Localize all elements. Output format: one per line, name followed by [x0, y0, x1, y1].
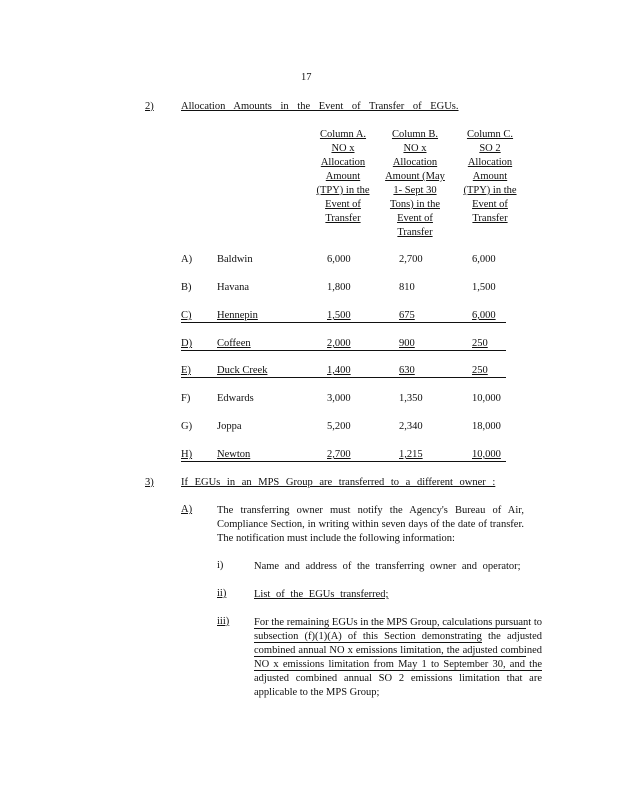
row-underline [181, 461, 506, 462]
column-a-header [310, 128, 376, 226]
item-iii-label: iii) [217, 616, 230, 627]
row-value-c: 250 [472, 338, 488, 349]
column-a-line-6: Event of [325, 199, 361, 210]
row-name: Edwards [217, 393, 254, 404]
row-letter: H) [181, 449, 193, 460]
row-value-c: 18,000 [472, 421, 501, 432]
row-value-b: 2,700 [399, 254, 423, 265]
row-name: Havana [217, 282, 250, 293]
column-b-line-5: 1- Sept 30 [393, 185, 437, 196]
section-2-title: Allocation Amounts in the Event of Transfer of EGUs. [181, 101, 459, 112]
column-c-line-3: Allocation [467, 157, 513, 168]
item-ii-label: ii) [217, 588, 227, 599]
section-3-number: 3) [145, 477, 154, 488]
column-c-line-4: Amount [472, 171, 508, 182]
table-row [0, 393, 618, 407]
row-value-a: 1,400 [327, 365, 351, 376]
row-value-a: 6,000 [327, 254, 351, 265]
column-b-line-8: Transfer [397, 227, 433, 238]
row-value-a: 1,500 [327, 310, 351, 321]
row-letter: A) [181, 254, 193, 265]
row-value-a: 1,800 [327, 282, 351, 293]
row-letter: D) [181, 338, 193, 349]
row-value-c: 250 [472, 365, 488, 376]
row-value-b: 2,340 [399, 421, 423, 432]
row-name: Hennepin [217, 310, 258, 321]
row-letter: E) [181, 365, 191, 376]
column-b-line-3: Allocation [392, 157, 438, 168]
column-b-line-2: NO x [403, 143, 427, 154]
row-value-a: 2,000 [327, 338, 351, 349]
row-value-b: 1,215 [399, 449, 423, 460]
row-value-c: 1,500 [472, 282, 496, 293]
column-b-header [382, 128, 448, 240]
column-a-line-3: Allocation [320, 157, 366, 168]
item-iii-underline-1 [254, 628, 526, 629]
column-c-line-5: (TPY) in the [463, 185, 517, 196]
subsection-a-label: A) [181, 504, 193, 515]
row-name: Duck Creek [217, 365, 268, 376]
column-a-line-2: NO x [331, 143, 355, 154]
row-value-b: 1,350 [399, 393, 423, 404]
column-a-line-7: Transfer [325, 213, 361, 224]
item-iii-text: For the remaining EGUs in the MPS Group, calculations pursuant to subsection (f)(1)(A) of this Section demonstrating the adjusted combined annual NO x emissions limitation, the adjusted combined NO x emissions limitation from May 1 to September 30, and the adjusted combined annual SO 2 emissions limitation that are applicable to the MPS Group; [254, 617, 542, 698]
subsection-a-text: The transferring owner must notify the Agency's Bureau of Air, Compliance Section, in writing within seven days of the date of transfer. The notification must include the following information: [217, 505, 524, 544]
column-b-line-6: Tons) in the [389, 199, 440, 210]
row-value-a: 5,200 [327, 421, 351, 432]
row-letter: F) [181, 393, 191, 404]
item-iii-underline-4 [254, 670, 542, 671]
item-i-label: i) [217, 560, 224, 571]
column-b-line-4: Amount (May [385, 171, 445, 182]
row-value-c: 10,000 [472, 393, 501, 404]
row-value-c: 6,000 [472, 310, 496, 321]
column-c-line-2: SO 2 [479, 143, 501, 154]
row-name: Newton [217, 449, 251, 460]
column-c-line-6: Event of [472, 199, 508, 210]
row-name: Joppa [217, 421, 242, 432]
item-iii-underline-3 [254, 656, 526, 657]
row-underline [181, 322, 506, 323]
row-value-b: 900 [399, 338, 415, 349]
column-a-line-4: Amount [325, 171, 361, 182]
column-b-line-1: Column B. [391, 129, 439, 140]
row-name: Coffeen [217, 338, 251, 349]
column-c-line-1: Column C. [466, 129, 514, 140]
row-value-a: 3,000 [327, 393, 351, 404]
row-underline [181, 350, 506, 351]
row-letter: B) [181, 282, 192, 293]
row-name: Baldwin [217, 254, 253, 265]
row-value-b: 630 [399, 365, 415, 376]
table-row [0, 421, 618, 435]
column-c-header [457, 128, 523, 226]
table-row [0, 254, 618, 268]
item-i-text: Name and address of the transferring owner and operator; [254, 561, 521, 572]
column-b-line-7: Event of [397, 213, 433, 224]
item-iii-underline-2 [254, 642, 482, 643]
row-value-a: 2,700 [327, 449, 351, 460]
row-value-c: 6,000 [472, 254, 496, 265]
column-c-line-7: Transfer [472, 213, 508, 224]
row-value-c: 10,000 [472, 449, 501, 460]
row-letter: G) [181, 421, 193, 432]
row-underline [181, 377, 506, 378]
item-ii-text: List of the EGUs transferred; [254, 589, 389, 600]
page-number: 17 [301, 72, 312, 83]
table-row [0, 282, 618, 296]
column-a-line-5: (TPY) in the [316, 185, 370, 196]
column-a-line-1: Column A. [319, 129, 367, 140]
row-letter: C) [181, 310, 192, 321]
row-value-b: 675 [399, 310, 415, 321]
section-3-title: If EGUs in an MPS Group are transferred to a different owner : [181, 477, 496, 488]
row-value-b: 810 [399, 282, 415, 293]
section-2-number: 2) [145, 101, 154, 112]
